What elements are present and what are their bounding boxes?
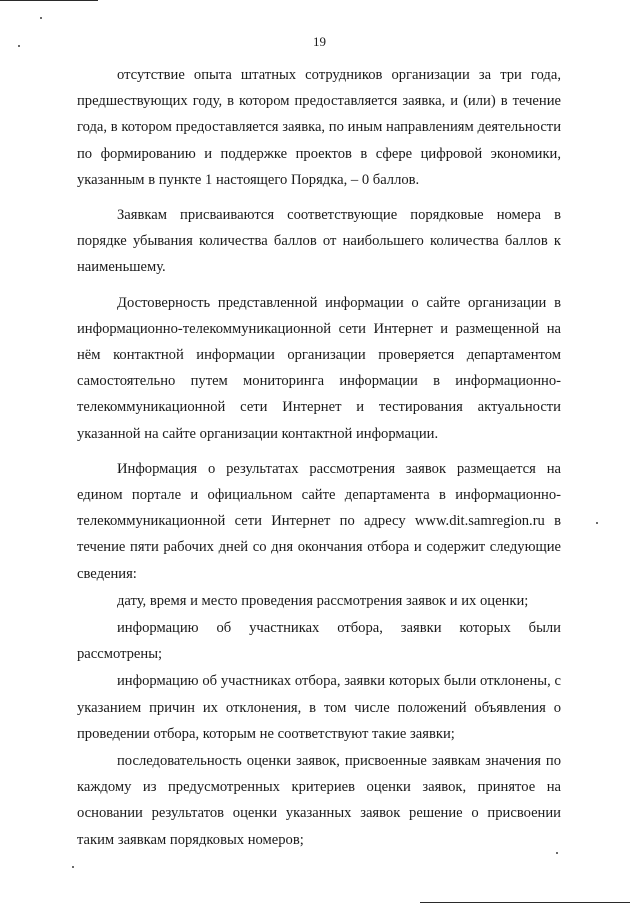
paragraph: Достоверность представленной информации о сайте организации в информационно-телекоммуникационной сети Интернет и размещенной на нём контактной информации организации проверяется департаментом самостоятельно путем мониторинга информации в информационно-телекоммуникационной сети Интернет и тестирования актуальности указанной на сайте организации контактной информации. (77, 294, 561, 442)
page-number: 19 (313, 34, 326, 49)
paragraph: информацию об участниках отбора, заявки которых были отклонены, с указанием причин их отклонения, в том числе положений объявления о проведении отбора, которым не соответствуют такие заявки; (77, 673, 561, 742)
paragraph: дату, время и место проведения рассмотрения заявок и их оценки; (117, 592, 529, 609)
scan-speck (596, 522, 598, 524)
paragraph: Заявкам присваиваются соответствующие порядковые номера в порядке убывания количества баллов от наибольшего количества баллов к наименьшему. (77, 207, 561, 276)
scan-artifact-line (0, 0, 98, 1)
body-text (77, 62, 561, 853)
paragraph: информацию об участниках отбора, заявки которых были рассмотрены; (77, 620, 561, 663)
scan-speck (72, 866, 74, 868)
scan-speck (40, 17, 42, 19)
scan-artifact-line (420, 902, 630, 903)
paragraph: последовательность оценки заявок, присвоенные заявкам значения по каждому из предусмотренных критериев оценки заявок, принятое на основании результатов оценки указанных заявок решение о присвоении таким заявкам порядковых номеров; (77, 753, 561, 848)
paragraph: Информация о результатах рассмотрения заявок размещается на едином портале и официальном сайте департамента в информационно-телекоммуникационной сети Интернет по адресу www.dit.samregion.ru в течение пяти рабочих дней со дня окончания отбора и содержит следующие сведения: (77, 460, 561, 582)
paragraph: отсутствие опыта штатных сотрудников организации за три года, предшествующих году, в котором предоставляется заявка, и (или) в течение года, в котором предоставляется заявка, по иным направлениям деятельности по формированию и поддержке проектов в сфере цифровой экономики, указанным в пункте 1 настоящего Порядка, – 0 баллов. (77, 67, 561, 188)
